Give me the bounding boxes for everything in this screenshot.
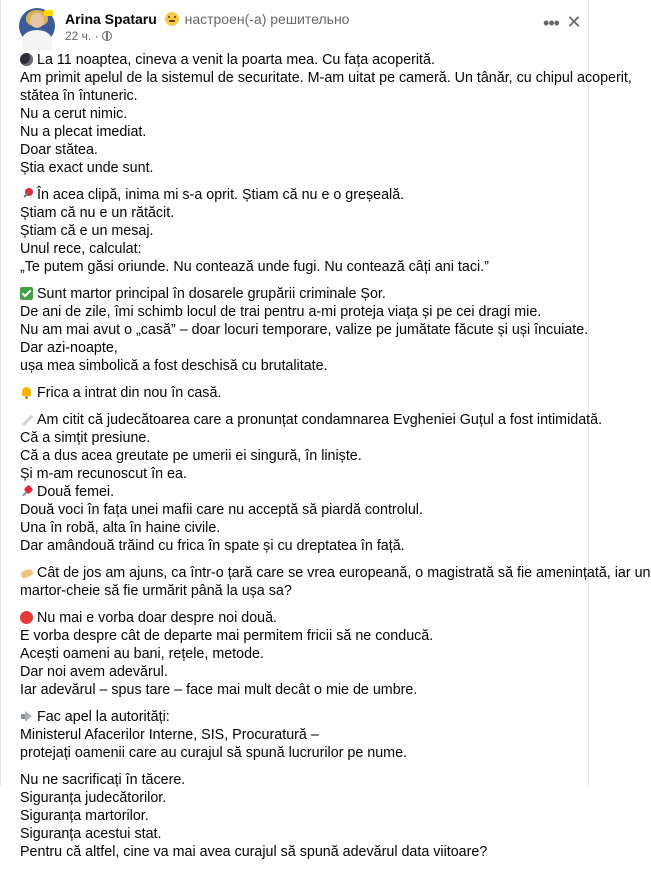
text-line: Una în robă, alta în haine civile. [20, 520, 221, 536]
paragraph-10 [20, 771, 576, 861]
author-line [65, 10, 349, 28]
text-line: Nu ne sacrificați în tăcere. [20, 772, 186, 788]
text-line: Fac apel la autorități: [37, 709, 170, 725]
text-line: Am citit că judecătoarea care a pronunțat condamnarea Evgheniei Guțul a fost intimidată. [37, 412, 603, 428]
text-line: Siguranța judecătorilor. [20, 790, 167, 806]
text-line: De ani de zile, îmi schimb locul de trai pentru a-mi proteja viața și pe cei dragi mie. [20, 304, 542, 320]
check-mark-icon [20, 287, 33, 300]
paragraph-7 [20, 564, 651, 600]
post-content [20, 51, 651, 870]
text-line: Că a simțit presiune. [20, 430, 151, 446]
text-line: Că a dus acea greutate pe umerii ei singură, în liniște. [20, 448, 362, 464]
paragraph-9 [20, 708, 576, 762]
text-line: Două voci în fața unei mafii care nu acceptă să piardă controlul. [20, 502, 423, 518]
text-line: Cât de jos am ajuns, ca într-o țară care se vrea europeană, o magistrată să fie amenințată, iar un [37, 565, 651, 581]
post-timestamp[interactable]: 22 ч. · [65, 29, 99, 43]
author-avatar[interactable] [19, 8, 55, 44]
paragraph-3 [20, 285, 589, 375]
globe-icon[interactable] [102, 31, 112, 41]
paragraph-1 [20, 51, 632, 177]
text-line: Acești oameni au bani, rețele, metode. [20, 646, 264, 662]
pinching-hand-icon [20, 566, 33, 579]
text-line: Am primit apelul de la sistemul de securitate. M-am uitat pe cameră. Un tânăr, cu chipul acoperit, [20, 70, 632, 86]
text-line: E vorba despre cât de departe mai permitem fricii să ne conducă. [20, 628, 434, 644]
paragraph-6 [20, 483, 576, 555]
megaphone-icon [20, 710, 33, 723]
avatar-flag-badge [44, 10, 53, 16]
post-meta [65, 29, 112, 43]
determined-face-emoji-icon [165, 12, 179, 26]
text-line: Ministerul Afacerilor Interne, SIS, Procuratură – [20, 727, 319, 743]
text-line: „Te putem găsi oriunde. Nu contează unde fugi. Nu contează câți ani taci.” [20, 259, 489, 275]
text-line: Frica a intrat din nou în casă. [37, 385, 222, 401]
paragraph-8 [20, 609, 576, 699]
feeling-status[interactable]: настроен(-а) решительно [184, 11, 350, 27]
close-icon[interactable]: ✕ [566, 12, 582, 32]
post-header [1, 0, 588, 46]
bell-icon [20, 386, 33, 399]
text-line: martor-cheie să fie urmărit până la ușa sa? [20, 583, 292, 599]
text-line: Știa exact unde sunt. [20, 160, 154, 176]
text-line: protejați oamenii care au curajul să spună lucrurilor pe nume. [20, 745, 408, 761]
author-name[interactable]: Arina Spataru [65, 11, 157, 27]
text-line: Siguranța martorilor. [20, 808, 149, 824]
text-line: Și m-am recunoscut în ea. [20, 466, 187, 482]
text-line: Nu a plecat imediat. [20, 124, 147, 140]
pen-icon [20, 413, 33, 426]
text-line: În acea clipă, inima mi s-a oprit. Știam că nu e o greșeală. [37, 187, 405, 203]
red-circle-icon [20, 611, 33, 624]
text-line: Nu am mai avut o „casă” – doar locuri temporare, valize pe jumătate făcute și uși încuiate. [20, 322, 589, 338]
text-line: Dar noi avem adevărul. [20, 664, 168, 680]
text-line: Știam că e un mesaj. [20, 223, 154, 239]
text-line: Siguranța acestui stat. [20, 826, 162, 842]
text-line: Nu a cerut nimic. [20, 106, 128, 122]
text-line: Pentru că altfel, cine va mai avea curajul să spună adevărul data viitoare? [20, 844, 488, 860]
text-line: Dar amândouă trăind cu frica în spate și cu dreptatea în față. [20, 538, 405, 554]
text-line: Unul rece, calculat: [20, 241, 142, 257]
round-pin-icon [20, 188, 33, 201]
avatar-face [30, 13, 44, 28]
paragraph-2 [20, 186, 576, 276]
text-line: Două femei. [37, 484, 115, 500]
text-line: Nu mai e vorba doar despre noi două. [37, 610, 278, 626]
text-line: Știam că nu e un rătăcit. [20, 205, 175, 221]
text-line: La 11 noaptea, cineva a venit la poarta mea. Cu fața acoperită. [37, 52, 435, 68]
text-line: Dar azi-noapte, [20, 340, 118, 356]
new-moon-icon [20, 53, 33, 66]
avatar-body [22, 30, 52, 50]
text-line: stătea în întuneric. [20, 88, 138, 104]
paragraph-4 [20, 384, 576, 402]
text-line: ușa mea simbolică a fost deschisă cu brutalitate. [20, 358, 328, 374]
pushpin-icon [20, 485, 33, 498]
text-line: Sunt martor principal în dosarele grupării criminale Șor. [37, 286, 386, 302]
text-line: Doar stătea. [20, 142, 98, 158]
text-line: Iar adevărul – spus tare – face mai mult decât o mie de umbre. [20, 682, 418, 698]
paragraph-5 [20, 411, 603, 483]
more-icon[interactable]: ••• [543, 13, 559, 33]
